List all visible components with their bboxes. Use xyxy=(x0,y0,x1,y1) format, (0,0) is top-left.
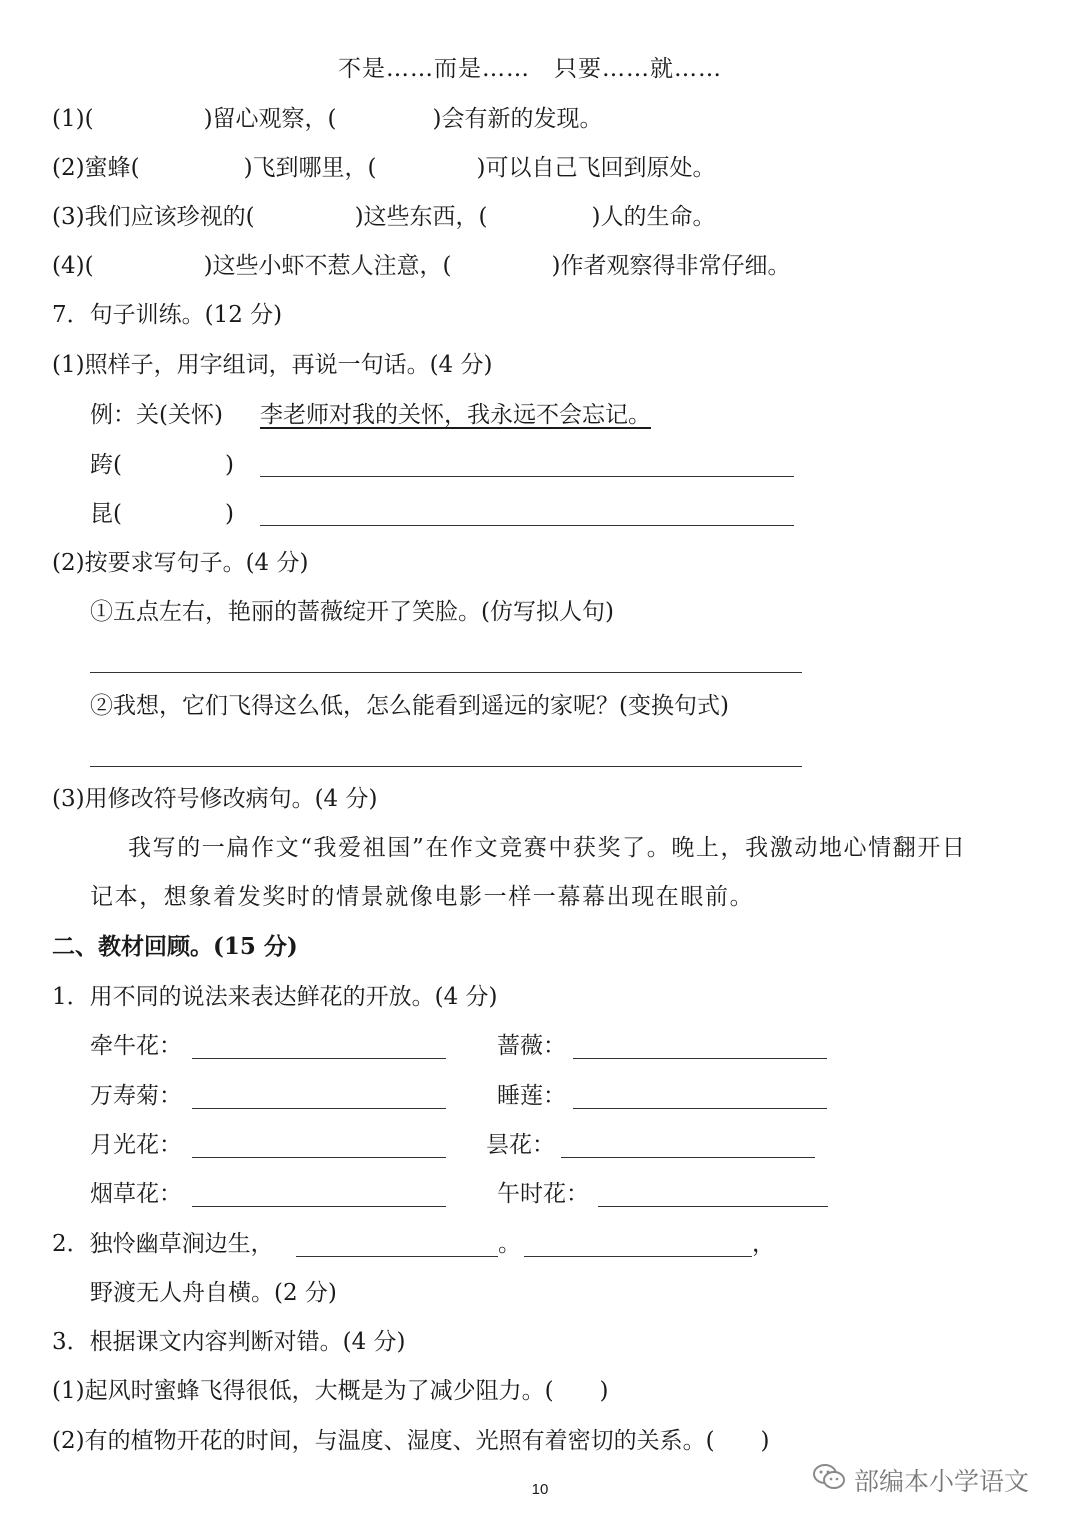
flower-label-morning-glory: 牵牛花： xyxy=(90,1033,182,1059)
answer-line-rewrite-2[interactable] xyxy=(90,766,802,767)
answer-line-epiphyllum[interactable] xyxy=(561,1157,815,1158)
page-number: 10 xyxy=(531,1481,549,1498)
answer-line-rose[interactable] xyxy=(573,1058,827,1059)
section-2-question-1: 1．用不同的说法来表达鲜花的开放。(4 分) xyxy=(52,984,498,1010)
question-7-part-3: (3)用修改符号修改病句。(4 分) xyxy=(52,786,378,812)
answer-line-poem-1[interactable] xyxy=(296,1256,498,1257)
answer-line-marigold[interactable] xyxy=(192,1108,446,1109)
answer-line-moonflower[interactable] xyxy=(192,1157,446,1158)
question-7-part-2: (2)按要求写句子。(4 分) xyxy=(52,550,309,576)
flower-label-tobacco: 烟草花： xyxy=(90,1181,182,1207)
fill-item-4: (4)( )这些小虾不惹人注意，( )作者观察得非常仔细。 xyxy=(52,253,791,279)
poem-period: 。 xyxy=(498,1231,521,1257)
flower-label-noon-flower: 午时花： xyxy=(497,1181,589,1207)
answer-line-kua[interactable] xyxy=(260,476,794,477)
poem-line-last: 野渡无人舟自横。(2 分) xyxy=(90,1280,337,1306)
section-2-question-3: 3．根据课文内容判断对错。(4 分) xyxy=(52,1329,406,1355)
faulty-sentence-line-2: 记本，想象着发奖时的情景就像电影一样一幕幕出现在眼前。 xyxy=(90,884,755,910)
watermark-text: 部编本小学语文 xyxy=(854,1467,1030,1496)
flower-label-marigold: 万寿菊： xyxy=(90,1083,182,1109)
rewrite-prompt-1: ①五点左右，艳丽的蔷薇绽开了笑脸。(仿写拟人句) xyxy=(90,599,614,625)
word-kun-close: ) xyxy=(225,501,234,527)
question-7-part-1: (1)照样子，用字组词，再说一句话。(4 分) xyxy=(52,352,493,378)
answer-line-noon-flower[interactable] xyxy=(598,1206,828,1207)
rewrite-prompt-2: ②我想，它们飞得这么低，怎么能看到遥远的家呢？(变换句式) xyxy=(90,693,729,719)
answer-line-kun[interactable] xyxy=(260,525,794,526)
fill-item-1: (1)( )留心观察，( )会有新的发现。 xyxy=(52,106,603,132)
flower-label-epiphyllum: 昙花： xyxy=(486,1132,555,1158)
flower-label-rose: 蔷薇： xyxy=(497,1033,566,1059)
example-sentence: 李老师对我的关怀，我永远不会忘记。 xyxy=(260,402,651,428)
word-bank: 不是……而是…… 只要……就…… xyxy=(338,56,722,82)
answer-line-tobacco[interactable] xyxy=(192,1206,446,1207)
answer-line-morning-glory[interactable] xyxy=(192,1058,446,1059)
example-label: 例：关(关怀) xyxy=(90,402,223,428)
answer-line-poem-2[interactable] xyxy=(524,1256,752,1257)
word-kua-close: ) xyxy=(225,452,234,478)
answer-line-rewrite-1[interactable] xyxy=(90,672,802,673)
judgement-item-2: (2)有的植物开花的时间，与温度、湿度、光照有着密切的关系。( ) xyxy=(52,1428,770,1454)
flower-label-water-lily: 睡莲： xyxy=(497,1083,566,1109)
poem-line-1: 2．独怜幽草涧边生， xyxy=(52,1231,274,1257)
fill-item-2: (2)蜜蜂( )飞到哪里，( )可以自己飞回到原处。 xyxy=(52,155,716,181)
section-2-title: 二、教材回顾。(15 分) xyxy=(52,933,298,960)
question-7-title: 7．句子训练。(12 分) xyxy=(52,302,283,328)
faulty-sentence-line-1: 我写的一扁作文“我爱祖国”在作文竞赛中获奖了。晚上，我激动地心情翻开日 xyxy=(128,835,967,861)
judgement-item-1: (1)起风时蜜蜂飞得很低，大概是为了减少阻力。( ) xyxy=(52,1378,609,1404)
poem-comma: ， xyxy=(752,1231,775,1257)
watermark xyxy=(812,1462,1029,1498)
wechat-icon xyxy=(812,1462,846,1498)
word-kua-label: 跨( xyxy=(90,452,122,478)
fill-item-3: (3)我们应该珍视的( )这些东西，( )人的生命。 xyxy=(52,204,716,230)
word-kun-label: 昆( xyxy=(90,501,122,527)
flower-label-moonflower: 月光花： xyxy=(90,1132,182,1158)
answer-line-water-lily[interactable] xyxy=(573,1108,827,1109)
